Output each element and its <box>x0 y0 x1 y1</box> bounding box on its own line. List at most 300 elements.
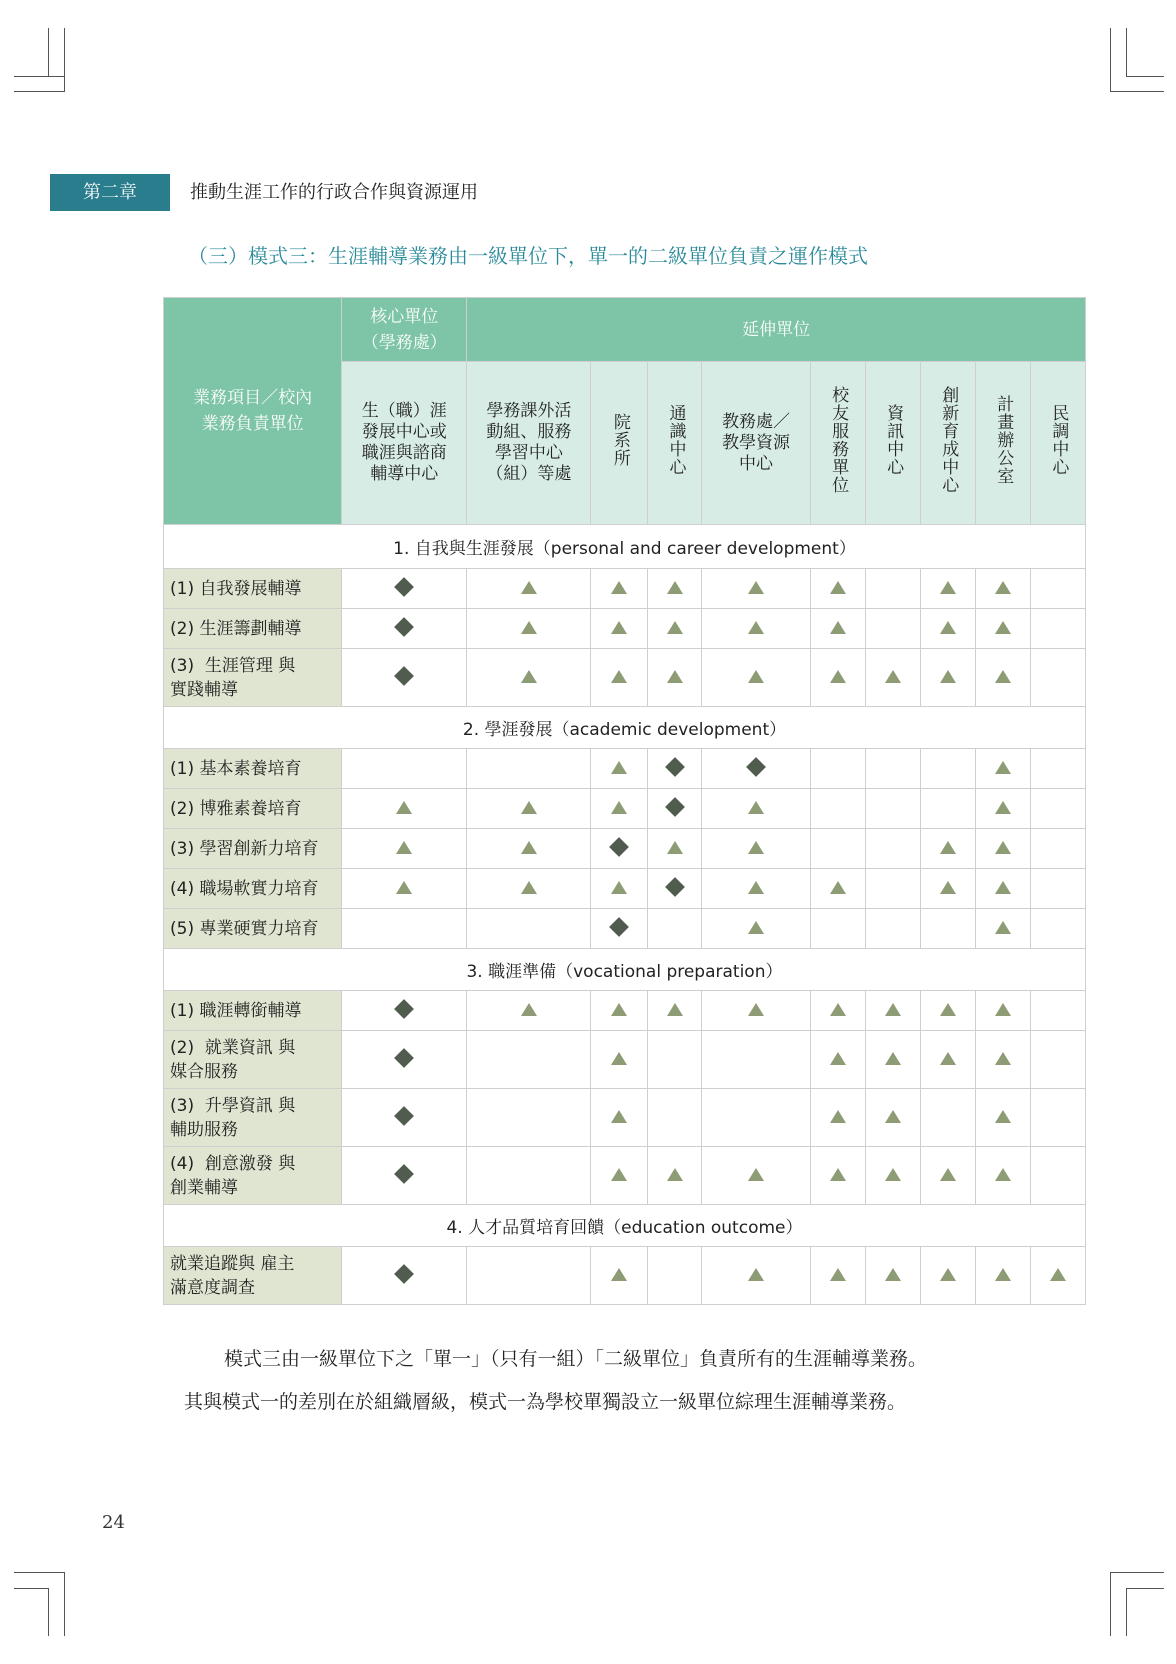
matrix-cell <box>467 1247 591 1305</box>
crop-mark-bottom-right-h <box>1110 1572 1164 1573</box>
matrix-cell <box>975 869 1030 909</box>
row-label <box>164 749 342 789</box>
triangle-icon <box>830 581 846 594</box>
column-header-label: 通識中心 <box>665 404 686 476</box>
matrix-cell <box>975 749 1030 789</box>
matrix-cell <box>591 1247 648 1305</box>
diamond-icon <box>394 999 414 1019</box>
triangle-icon <box>885 1168 901 1181</box>
table-row <box>164 1147 1086 1205</box>
matrix-cell <box>865 1247 920 1305</box>
category-row <box>164 1205 1086 1247</box>
triangle-icon <box>748 1003 764 1016</box>
matrix-cell <box>591 1089 648 1147</box>
column-header-5 <box>702 362 810 525</box>
triangle-icon <box>396 881 412 894</box>
crop-mark-top-right-h <box>1110 91 1164 92</box>
triangle-icon <box>611 1268 627 1281</box>
diamond-icon <box>394 1106 414 1126</box>
extension-unit-header <box>467 298 1086 362</box>
triangle-icon <box>611 881 627 894</box>
row-label <box>164 609 342 649</box>
column-header-8 <box>920 362 975 525</box>
matrix-cell <box>920 829 975 869</box>
matrix-cell <box>648 991 702 1031</box>
matrix-cell <box>467 1147 591 1205</box>
matrix-cell <box>975 1089 1030 1147</box>
triangle-icon <box>995 881 1011 894</box>
matrix-cell <box>648 1031 702 1089</box>
triangle-icon <box>611 761 627 774</box>
matrix-cell <box>920 1089 975 1147</box>
triangle-icon <box>667 581 683 594</box>
column-header-label: 計畫辦公室 <box>993 395 1014 485</box>
column-header-10 <box>1030 362 1085 525</box>
row-label-text: (4) 創意激發 與創業輔導 <box>170 1153 296 1198</box>
row-label <box>164 789 342 829</box>
triangle-icon <box>995 841 1011 854</box>
triangle-icon <box>830 1110 846 1123</box>
matrix-cell <box>1030 829 1085 869</box>
row-label <box>164 649 342 707</box>
matrix-cell <box>975 1247 1030 1305</box>
matrix-cell <box>920 649 975 707</box>
triangle-icon <box>995 761 1011 774</box>
matrix-cell <box>648 829 702 869</box>
matrix-cell <box>975 609 1030 649</box>
matrix-cell <box>342 1147 467 1205</box>
matrix-cell <box>810 1031 865 1089</box>
triangle-icon <box>521 1003 537 1016</box>
triangle-icon <box>830 1003 846 1016</box>
matrix-cell <box>810 991 865 1031</box>
matrix-cell <box>810 569 865 609</box>
triangle-icon <box>667 670 683 683</box>
triangle-icon <box>885 1003 901 1016</box>
matrix-cell <box>467 1031 591 1089</box>
matrix-cell <box>342 829 467 869</box>
matrix-cell <box>702 991 810 1031</box>
diamond-icon <box>665 877 685 897</box>
crop-mark-bottom-right-v <box>1110 1572 1111 1636</box>
matrix-cell <box>975 909 1030 949</box>
triangle-icon <box>748 881 764 894</box>
column-header-label: 生（職）涯發展中心或職涯與諮商輔導中心 <box>361 401 447 484</box>
matrix-cell <box>342 1089 467 1147</box>
crop-mark-top-left-v <box>64 28 65 92</box>
matrix-cell <box>342 609 467 649</box>
matrix-cell <box>920 1147 975 1205</box>
matrix-cell <box>702 1089 810 1147</box>
matrix-cell <box>648 869 702 909</box>
column-header-label: 民調中心 <box>1048 404 1069 476</box>
crop-mark-top-left-h2 <box>14 76 64 77</box>
triangle-icon <box>940 1003 956 1016</box>
matrix-cell <box>467 569 591 609</box>
triangle-icon <box>940 1168 956 1181</box>
triangle-icon <box>611 1110 627 1123</box>
matrix-cell <box>810 869 865 909</box>
matrix-cell <box>648 1247 702 1305</box>
category-row <box>164 707 1086 749</box>
matrix-cell <box>920 869 975 909</box>
matrix-cell <box>865 1031 920 1089</box>
row-label <box>164 991 342 1031</box>
matrix-cell <box>1030 649 1085 707</box>
matrix-cell <box>591 569 648 609</box>
matrix-cell <box>467 749 591 789</box>
crop-mark-bottom-left-v <box>64 1572 65 1636</box>
triangle-icon <box>611 670 627 683</box>
table-row <box>164 749 1086 789</box>
table-row <box>164 1247 1086 1305</box>
matrix-cell <box>975 1031 1030 1089</box>
crop-mark-bottom-left-h2 <box>14 1588 48 1589</box>
matrix-cell <box>865 1147 920 1205</box>
extension-unit-label: 延伸單位 <box>742 319 811 340</box>
triangle-icon <box>667 1168 683 1181</box>
triangle-icon <box>748 841 764 854</box>
matrix-cell <box>975 991 1030 1031</box>
crop-mark-bottom-left-v2 <box>48 1588 49 1636</box>
matrix-cell <box>810 1089 865 1147</box>
triangle-icon <box>396 801 412 814</box>
matrix-cell <box>1030 749 1085 789</box>
triangle-icon <box>995 1268 1011 1281</box>
matrix-cell <box>702 609 810 649</box>
matrix-cell <box>591 869 648 909</box>
matrix-cell <box>467 991 591 1031</box>
matrix-cell <box>467 609 591 649</box>
column-header-label: 教務處／教學資源中心 <box>722 411 791 474</box>
matrix-cell <box>810 749 865 789</box>
matrix-cell <box>342 1247 467 1305</box>
corner-label: 業務項目／校內業務負責單位 <box>193 388 313 434</box>
crop-mark-bottom-right-v2 <box>1126 1588 1127 1636</box>
table-row <box>164 569 1086 609</box>
row-label <box>164 569 342 609</box>
diamond-icon <box>394 617 414 637</box>
row-label-text: (3) 學習創新力培育 <box>170 838 319 859</box>
diamond-icon <box>394 1264 414 1284</box>
matrix-cell <box>342 649 467 707</box>
triangle-icon <box>667 621 683 634</box>
matrix-cell <box>1030 569 1085 609</box>
matrix-cell <box>648 569 702 609</box>
column-header-label: 學務課外活動組、服務學習中心（組）等處 <box>486 401 572 484</box>
matrix-cell <box>591 991 648 1031</box>
column-header-4 <box>648 362 702 525</box>
triangle-icon <box>611 1003 627 1016</box>
triangle-icon <box>995 1110 1011 1123</box>
core-unit-label: 核心單位（學務處） <box>361 306 447 353</box>
column-header-2 <box>467 362 591 525</box>
corner-header <box>164 298 342 525</box>
row-label-text: (1) 職涯轉銜輔導 <box>170 1000 302 1021</box>
matrix-cell <box>467 789 591 829</box>
matrix-cell <box>467 909 591 949</box>
table-row <box>164 909 1086 949</box>
triangle-icon <box>940 670 956 683</box>
matrix-cell <box>1030 1247 1085 1305</box>
matrix-cell <box>920 569 975 609</box>
crop-mark-top-left-v2 <box>48 28 49 76</box>
triangle-icon <box>830 670 846 683</box>
triangle-icon <box>667 1003 683 1016</box>
chapter-tab: 第二章 <box>50 174 170 211</box>
paragraph-2: 其與模式一的差別在於組織層級，模式一為學校單獨設立一級單位綜理生涯輔導業務。 <box>184 1391 907 1413</box>
triangle-icon <box>885 1052 901 1065</box>
triangle-icon <box>748 581 764 594</box>
matrix-cell <box>648 1147 702 1205</box>
triangle-icon <box>940 1052 956 1065</box>
table-row <box>164 829 1086 869</box>
triangle-icon <box>830 1168 846 1181</box>
triangle-icon <box>995 581 1011 594</box>
matrix-cell <box>1030 789 1085 829</box>
matrix-cell <box>920 609 975 649</box>
matrix-cell <box>702 749 810 789</box>
triangle-icon <box>940 1268 956 1281</box>
row-label <box>164 1031 342 1089</box>
matrix-cell <box>975 1147 1030 1205</box>
matrix-cell <box>1030 909 1085 949</box>
crop-mark-bottom-left-h <box>14 1572 64 1573</box>
matrix-cell <box>702 789 810 829</box>
matrix-cell <box>920 909 975 949</box>
matrix-cell <box>810 789 865 829</box>
triangle-icon <box>748 801 764 814</box>
matrix-cell <box>702 1031 810 1089</box>
row-label-text: (1) 自我發展輔導 <box>170 578 302 599</box>
crop-mark-top-left-h <box>14 91 64 92</box>
triangle-icon <box>940 581 956 594</box>
triangle-icon <box>611 581 627 594</box>
diamond-icon <box>665 797 685 817</box>
chapter-title: 推動生涯工作的行政合作與資源運用 <box>190 182 478 203</box>
triangle-icon <box>885 670 901 683</box>
matrix-cell <box>1030 1147 1085 1205</box>
matrix-cell <box>810 1147 865 1205</box>
matrix-cell <box>920 749 975 789</box>
row-label-text: (4) 職場軟實力培育 <box>170 878 319 899</box>
triangle-icon <box>830 881 846 894</box>
triangle-icon <box>748 1168 764 1181</box>
column-header-1 <box>342 362 467 525</box>
matrix-cell <box>467 1089 591 1147</box>
row-label-text: (2) 博雅素養培育 <box>170 798 302 819</box>
crop-mark-bottom-right-h2 <box>1126 1588 1164 1589</box>
matrix-cell <box>865 991 920 1031</box>
matrix-cell <box>342 869 467 909</box>
row-label-text: (5) 專業硬實力培育 <box>170 918 319 939</box>
matrix-cell <box>702 569 810 609</box>
triangle-icon <box>995 801 1011 814</box>
matrix-cell <box>1030 991 1085 1031</box>
category-title: 2. 學涯發展（academic development） <box>164 707 1086 749</box>
row-label-text: (2) 就業資訊 與媒合服務 <box>170 1037 296 1082</box>
triangle-icon <box>521 621 537 634</box>
matrix-cell <box>702 1147 810 1205</box>
matrix-cell <box>920 1031 975 1089</box>
matrix-cell <box>1030 609 1085 649</box>
matrix-cell <box>648 609 702 649</box>
table-row <box>164 609 1086 649</box>
matrix-cell <box>865 609 920 649</box>
triangle-icon <box>667 841 683 854</box>
matrix-cell <box>591 609 648 649</box>
matrix-cell <box>342 569 467 609</box>
column-header-label: 校友服務單位 <box>828 386 849 494</box>
matrix-cell <box>702 649 810 707</box>
matrix-cell <box>467 649 591 707</box>
triangle-icon <box>830 1268 846 1281</box>
page-number: 24 <box>102 1512 125 1533</box>
matrix-cell <box>920 789 975 829</box>
matrix-cell <box>342 991 467 1031</box>
triangle-icon <box>995 1003 1011 1016</box>
triangle-icon <box>521 841 537 854</box>
matrix-cell <box>467 869 591 909</box>
matrix-cell <box>648 649 702 707</box>
matrix-cell <box>591 749 648 789</box>
matrix-cell <box>702 869 810 909</box>
matrix-cell <box>342 909 467 949</box>
matrix-cell <box>648 909 702 949</box>
triangle-icon <box>611 801 627 814</box>
matrix-cell <box>702 829 810 869</box>
matrix-cell <box>591 829 648 869</box>
column-header-9 <box>975 362 1030 525</box>
triangle-icon <box>611 1052 627 1065</box>
category-title: 3. 職涯準備（vocational preparation） <box>164 949 1086 991</box>
triangle-icon <box>940 621 956 634</box>
matrix-cell <box>1030 1031 1085 1089</box>
triangle-icon <box>748 621 764 634</box>
table-row <box>164 1089 1086 1147</box>
matrix-cell <box>865 1089 920 1147</box>
matrix-cell <box>865 829 920 869</box>
triangle-icon <box>885 1268 901 1281</box>
matrix-cell <box>342 749 467 789</box>
diamond-icon <box>746 757 766 777</box>
column-header-label: 創新育成中心 <box>938 386 959 494</box>
matrix-cell <box>975 649 1030 707</box>
triangle-icon <box>1050 1268 1066 1281</box>
column-header-3 <box>591 362 648 525</box>
diamond-icon <box>394 577 414 597</box>
triangle-icon <box>885 1110 901 1123</box>
row-label <box>164 909 342 949</box>
row-label-text: (2) 生涯籌劃輔導 <box>170 618 302 639</box>
diamond-icon <box>610 837 630 857</box>
triangle-icon <box>995 921 1011 934</box>
matrix-cell <box>810 909 865 949</box>
matrix-cell <box>702 1247 810 1305</box>
matrix-cell <box>591 909 648 949</box>
row-label <box>164 869 342 909</box>
table-row <box>164 1031 1086 1089</box>
triangle-icon <box>748 670 764 683</box>
matrix-cell <box>865 789 920 829</box>
crop-mark-top-right-v <box>1110 28 1111 92</box>
row-label <box>164 829 342 869</box>
matrix-cell <box>975 569 1030 609</box>
triangle-icon <box>940 881 956 894</box>
category-title: 1. 自我與生涯發展（personal and career development） <box>164 525 1086 569</box>
responsibility-matrix-table <box>163 297 1086 1305</box>
triangle-icon <box>611 621 627 634</box>
triangle-icon <box>995 1052 1011 1065</box>
matrix-cell <box>975 829 1030 869</box>
table-row <box>164 649 1086 707</box>
triangle-icon <box>521 801 537 814</box>
diamond-icon <box>394 666 414 686</box>
matrix-cell <box>810 649 865 707</box>
row-label <box>164 1247 342 1305</box>
row-label <box>164 1147 342 1205</box>
matrix-cell <box>591 1031 648 1089</box>
row-label-text: (3) 生涯管理 與實踐輔導 <box>170 655 296 700</box>
row-label-text: (3) 升學資訊 與輔助服務 <box>170 1095 296 1140</box>
category-title: 4. 人才品質培育回饋（education outcome） <box>164 1205 1086 1247</box>
triangle-icon <box>940 841 956 854</box>
matrix-cell <box>975 789 1030 829</box>
triangle-icon <box>995 1168 1011 1181</box>
matrix-cell <box>1030 1089 1085 1147</box>
matrix-cell <box>648 749 702 789</box>
matrix-cell <box>865 869 920 909</box>
crop-mark-top-right-h2 <box>1126 76 1164 77</box>
diamond-icon <box>394 1048 414 1068</box>
matrix-cell <box>920 991 975 1031</box>
matrix-cell <box>342 1031 467 1089</box>
matrix-cell <box>865 909 920 949</box>
triangle-icon <box>748 1268 764 1281</box>
triangle-icon <box>995 621 1011 634</box>
matrix-cell <box>591 649 648 707</box>
column-header-label: 資訊中心 <box>883 404 904 476</box>
table-row <box>164 991 1086 1031</box>
section-heading: （三）模式三：生涯輔導業務由一級單位下，單一的二級單位負責之運作模式 <box>188 244 868 268</box>
triangle-icon <box>521 881 537 894</box>
diamond-icon <box>610 917 630 937</box>
triangle-icon <box>396 841 412 854</box>
triangle-icon <box>748 921 764 934</box>
matrix-cell <box>648 789 702 829</box>
diamond-icon <box>394 1164 414 1184</box>
matrix-cell <box>648 1089 702 1147</box>
column-header-7 <box>865 362 920 525</box>
category-row <box>164 525 1086 569</box>
row-label <box>164 1089 342 1147</box>
crop-mark-top-right-v2 <box>1126 28 1127 76</box>
triangle-icon <box>521 581 537 594</box>
core-unit-header <box>342 298 467 362</box>
triangle-icon <box>995 670 1011 683</box>
triangle-icon <box>830 1052 846 1065</box>
matrix-cell <box>865 749 920 789</box>
matrix-cell <box>702 909 810 949</box>
column-header-label: 院系所 <box>609 413 630 467</box>
table-row <box>164 869 1086 909</box>
triangle-icon <box>611 1168 627 1181</box>
matrix-cell <box>591 789 648 829</box>
matrix-cell <box>810 609 865 649</box>
table-row <box>164 789 1086 829</box>
matrix-cell <box>1030 869 1085 909</box>
column-header-6 <box>810 362 865 525</box>
